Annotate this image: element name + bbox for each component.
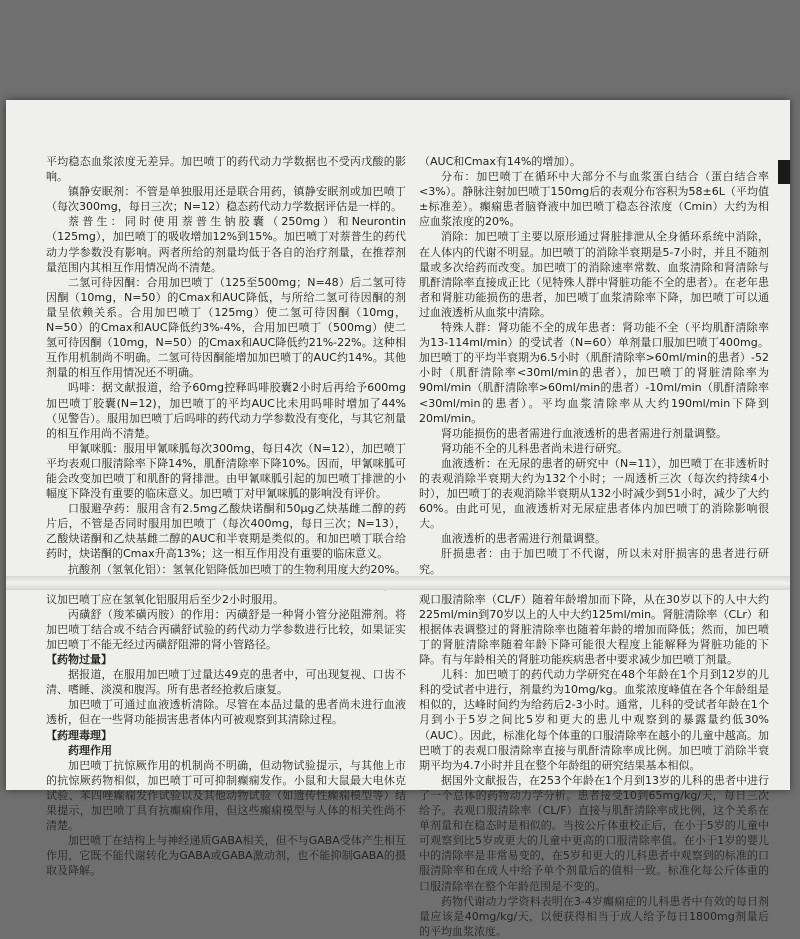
left-column-paragraph: 【药物过量】 [46, 653, 112, 667]
left-column-paragraph: 吗啡：据文献报道，给予60mg控释吗啡胶囊2小时后再给予600mg加巴喷丁胶囊(N=12)，加巴喷丁的平均AUC比未用吗啡时增加了44%（见警告）。服用加巴喷丁后吗啡的药代动力学参数没有变化，与其它剂量的相互作用尚不清楚。 [46, 381, 406, 440]
left-column-paragraph: 丙磺舒（羧苯磺丙胺）的作用：丙磺舒是一种肾小管分泌阻滞剂。将加巴喷丁结合或不结合丙磺舒试验的药代动力学参数进行比较，如果证实加巴喷丁不能无经过丙磺舒阻滞的肾小管路径。 [46, 607, 406, 651]
right-column-paragraph: 血液透析：在无尿的患者的研究中（N=11），加巴喷丁在非透析时的表观消除半衰期大约为132个小时；一周透析三次（每次约持续4小时），加巴喷丁的表观消除半衰期从132小时减少到51小时，减少了大约60%。由此可见，血液透析对无尿症患者体内加巴喷丁的消除影响很大。 [419, 456, 769, 531]
left-column-paragraph: 加巴喷丁可通过血液透析清除。尽管在本品过量的患者尚未进行血液透析，但在一些肾功能损害患者体内可被观察到其清除过程。 [46, 698, 406, 727]
left-column-paragraph: 药理作用 [68, 743, 112, 757]
right-column-paragraph: 血液透析的患者需进行剂量调整。 [441, 532, 606, 546]
document-page [6, 100, 790, 938]
right-column-paragraph: 分布：加巴喷丁在循环中大部分不与血浆蛋白结合（蛋白结合率<3%）。静脉注射加巴喷丁150mg后的表观分布容积为58±6L（平均值±标准差）。癫痫患者脑脊液中加巴喷丁稳态谷浓度（Cmin）大约为相应血浆浓度的20%。 [419, 170, 769, 229]
right-column-paragraph: 肝损患者：由于加巴喷丁不代谢，所以未对肝损害的患者进行研究。 [419, 547, 769, 576]
page-fold [6, 576, 790, 590]
right-text-column [419, 154, 769, 939]
left-column-paragraph: 【药理毒理】 [46, 728, 112, 742]
edge-tab-mark [778, 160, 790, 184]
left-column-paragraph: 萘普生：同时使用萘普生钠胶囊（250mg）和Neurontin（125mg），加巴喷丁的吸收增加12%到15%。加巴喷丁对萘普生的药代动力学参数没有影响。两者所给的剂量均低于各自的治疗剂量，在推荐剂量范围内其相互作用情况尚不清楚。 [46, 215, 406, 274]
left-column-paragraph: 甲氰咪胍：服用甲氰咪胍每次300mg，每日4次（N=12），加巴喷丁平均表观口服清除率下降14%，肌酐清除率下降10%。因而，甲氰咪胍可能会改变加巴喷丁和肌酐的肾排泄。由甲氰咪胍引起的加巴喷丁排泄的小幅度下降没有重要的临床意义。加巴喷丁对甲氰咪胍的影响没有评价。 [46, 441, 406, 501]
right-column-paragraph: 药物代谢动力学资料表明在3-4岁癫痫症的儿科患者中有效的每日剂量应该是40mg/kg/天，以便获得相当于成人给予每日1800mg剂量后的平均血浆浓度。 [419, 894, 769, 938]
left-column-paragraph: 加巴喷丁在结构上与神经递质GABA相关，但不与GABA受体产生相互作用，它既不能代谢转化为GABA或GABA激动剂，也不能抑制GABA的摄取及降解。 [46, 834, 406, 878]
right-column-paragraph: （AUC和Cmax有14%的增加）。 [419, 155, 581, 168]
right-column-paragraph: 儿科：加巴喷丁的药代动力学研究在48个年龄在1个月到12岁的儿科的受试者中进行，剂量约为10mg/kg。血浆浓度峰值在各个年龄组是相似的，达峰时间约为给药后2-3小时。通常，儿科的受试者年龄在1个月到小于5岁之间比5岁和更大的患儿中观察到的暴露量约低30%（AUC）。因此，标准化每个体重的口服清除率在越小的儿童中越高。加巴喷丁的表观口服清除率直接与肌酐清除率成比例。加巴喷丁消除半衰期平均为4.7小时并且在整个年龄组的研究结果基本相似。 [419, 668, 769, 772]
left-column-paragraph: 镇静安眠剂：不管是单独服用还是联合用药，镇静安眠剂或加巴喷丁（每次300mg，每日三次；N=12）稳态药代动力学数据评估是一样的。 [46, 185, 406, 214]
right-column-paragraph: 据国外文献报告，在253个年龄在1个月到13岁的儿科的患者中进行了一个总体的药物动力学分析。患者接受10到65mg/kg/天，每日三次给予。表观口服清除率（CL/F）直接与肌酐清除率成比例，这个关系在单剂量和在稳态时是相似的。当按公斤体重校正后，在小于5岁的儿童中可观察到比5岁或更大的儿童中更高的口服清除率值。在小于1岁的婴儿中的清除率是非常易变的，在5岁和更大的儿科患者中观察到的标准的口服清除率和在成人中给予单个剂量后的值相一致。标准化每公斤体重的口服清除率在整个年龄范围是不变的。 [419, 773, 769, 893]
left-column-paragraph: 口服避孕药：服用含有2.5mg乙酸炔诺酮和50μg乙炔基雌二醇的药片后，不管是否同时服用加巴喷丁（每次400mg，每日三次；N=13），乙酸炔诺酮和乙炔基雌二醇的AUC和半衰期是类似的。和加巴喷丁联合给药时，炔诺酮的Cmax升高13%；这一相互作用没有重要的临床意义。 [46, 502, 406, 561]
right-column-paragraph: 特殊人群：肾功能不全的成年患者：肾功能不全（平均肌酐清除率为13-114ml/min）的受试者（N=60）单剂量口服加巴喷丁400mg。加巴喷丁的平均半衰期为6.5小时（肌酐清除率>60ml/min的患者）-52小时（肌酐清除率<30ml/min的患者），加巴喷丁的肾脏清除率为90ml/min（肌酐清除率>60ml/min的患者）-10ml/min（肌酐清除率<30ml/min的患者）。平均血浆清除率从大约190ml/min下降到20ml/min。 [419, 321, 769, 425]
left-column-paragraph: 据报道，在服用加巴喷丁过量达49克的患者中，可出现复视、口齿不清、嗜睡、淡漠和腹泻。所有患者经抢救后康复。 [46, 668, 406, 697]
left-column-paragraph: 加巴喷丁抗惊厥作用的机制尚不明确，但动物试验提示，与其他上市的抗惊厥药物相似，加巴喷丁可可抑制癫痫发作。小鼠和大鼠最大电休克试验、苯四唑癫痫发作试验以及其他动物试验（如遗传性癫痫模型等）结果提示，加巴喷丁具有抗癫痫作用，但这些癫痫模型与人体的相关性尚不清楚。 [46, 758, 406, 833]
right-column-paragraph: 肾功能不全的儿科患者尚未进行研究。 [441, 441, 628, 455]
left-text-column [46, 154, 406, 879]
left-column-paragraph: 平均稳态血浆浓度无差异。加巴喷丁的药代动力学数据也不受丙戊酸的影响。 [46, 155, 406, 184]
left-column-paragraph: 抗酸剂（氢氧化铝）：氢氧化铝降低加巴喷丁的生物利用度大约20%。 议加巴喷丁应在氢氧化铝服用后至少2小时服用。 [46, 562, 406, 606]
left-column-paragraph: 二氢可待因酮：合用加巴喷丁（125至500mg；N=48）后二氢可待因酮（10mg，N=50）的Cmax和AUC降低，与所给二氢可待因酮的剂量呈依赖关系。合用加巴喷丁（125mg）使二氢可待因酮（10mg，N=50）的Cmax和AUC降低约3%-4%，合用加巴喷丁（500mg）使二氢可待因酮（10mg，N=50）的Cmax和AUC降低约21%-22%。这种相互作用机制尚不明确。二氢可待因酮能增加加巴喷丁的AUC约14%。其他剂量的相互作用情况还不明确。 [46, 275, 406, 380]
right-column-paragraph: 消除：加巴喷丁主要以原形通过肾脏排泄从全身循环系统中消除，在人体内的代谢不明显。加巴喷丁的消除半衰期是5-7小时，并且不随剂量或多次给药而改变。加巴喷丁的消除速率常数、血浆清除和肾清除与肌酐清除率直接成正比（见特殊人群中肾脏功能不全的患者）。在老年患者和肾脏功能损伤的患者，加巴喷丁血浆清除率下降，加巴喷丁可以通过血液透析从血浆中清除。 [419, 230, 769, 319]
right-column-paragraph: 观口服清除率（CL/F）随着年龄增加而下降，从在30岁以下的人中大约225ml/min到70岁以上的人中大约125ml/min。肾脏清除率（CLr）和根据体表调整过的肾脏清除率也随着年龄的增加而降低；然而，加巴喷丁的肾脏清除率随着年龄下降可能很大程度上能解释为肾脏功能的下降。有与年龄相关的肾脏功能疾病患者中要求减少加巴喷丁剂量。 [419, 592, 769, 667]
right-column-paragraph: 肾功能损伤的患者需进行血液透析的患者需进行剂量调整。 [441, 426, 727, 440]
